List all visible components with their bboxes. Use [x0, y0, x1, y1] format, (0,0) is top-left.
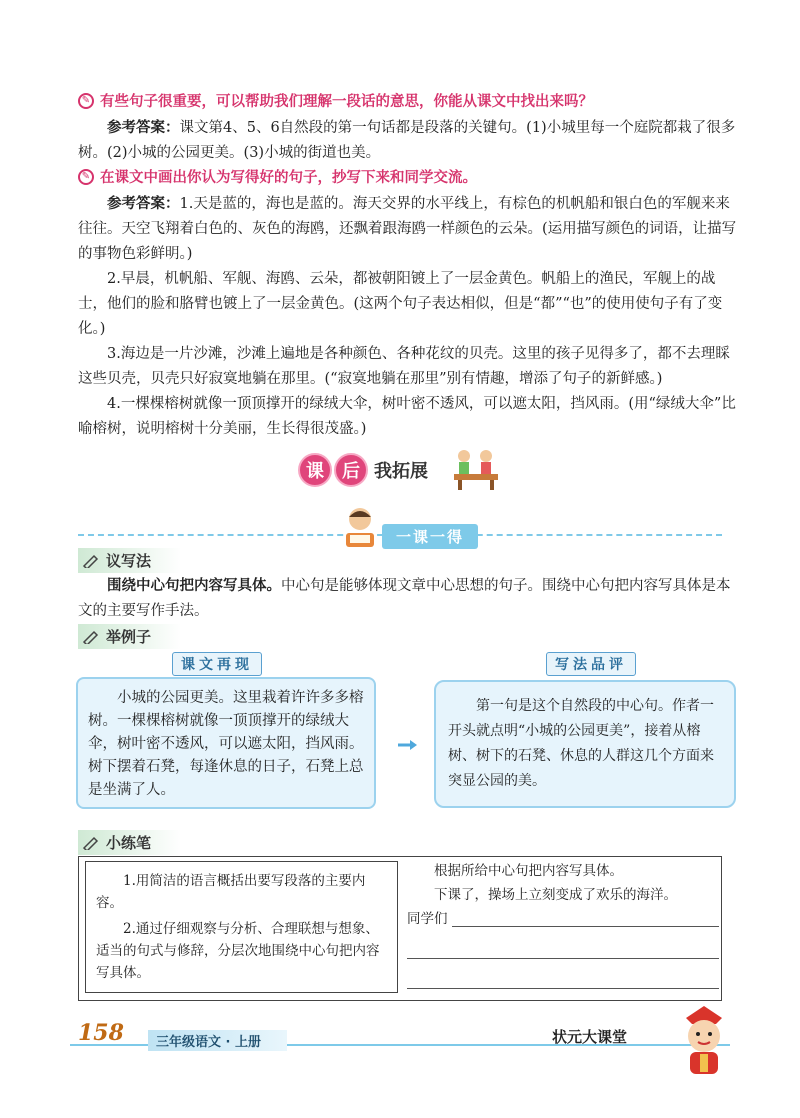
- section-julizi-title: 举例子: [106, 628, 152, 646]
- example-text: 小城的公园更美。这里栽着许许多多榕树。一棵棵榕树就像一顶顶撑开的绿绒大伞，树叶密不透风，可以遮太阳，挡风雨。树下摆着石凳，每逢休息的日子，石凳上总是坐满了人。: [88, 690, 364, 798]
- exercise-box: [78, 856, 722, 1001]
- question-1: [78, 90, 593, 111]
- banner-char-ke: 课: [298, 453, 332, 487]
- question-2: [78, 166, 477, 187]
- answer-2-label: 参考答案：: [107, 196, 180, 212]
- students-illustration: [450, 446, 502, 492]
- tip-2: 2.通过仔细观察与分析、合理联想与想象、适当的句式与修辞，分层次地围绕中心句把内容写具体。: [96, 921, 380, 981]
- section-yixiefa: [78, 548, 181, 573]
- yixiefa-lead: 围绕中心句把内容写具体。: [107, 578, 281, 594]
- brand-name: 状元大课堂: [552, 1028, 628, 1046]
- answer-line[interactable]: [452, 925, 720, 927]
- arrow-right-icon: [397, 738, 419, 752]
- book-title: 三年级语文 · 上册: [148, 1030, 287, 1051]
- section-julizi: [78, 624, 181, 649]
- tips-box: [85, 861, 398, 993]
- answer-line[interactable]: [407, 987, 719, 989]
- section-yixiefa-title: 议写法: [106, 552, 152, 570]
- answer-2-item-2: 2.早晨，机帆船、军舰、海鸥、云朵，都被朝阳镀上了一层金黄色。帆船上的渔民，军舰上的战士，他们的脸和胳臂也镀上了一层金黄色。(这两个句子表达相似，但是“都”“也”的使用使句子有了变化。): [78, 271, 723, 337]
- answer-line[interactable]: [407, 957, 719, 959]
- tip-1: 1.用简洁的语言概括出要写段落的主要内容。: [96, 873, 366, 911]
- answer-1: [78, 116, 742, 166]
- tag-kewen-zaixian: 课文再现: [172, 652, 262, 676]
- answer-1-text: 课文第4、5、6自然段的第一句话都是段落的关键句。(1)小城里每一个庭院都栽了很多树。(2)小城的公园更美。(3)小城的街道也美。: [78, 120, 736, 161]
- prompt-2: 下课了，操场上立刻变成了欢乐的海洋。: [434, 887, 677, 903]
- analysis-card: [434, 680, 736, 808]
- pencil-icon: [82, 836, 100, 850]
- prompt-3: 同学们: [407, 911, 448, 927]
- section-xiaolianbi: [78, 830, 181, 855]
- banner-char-hou: 后: [334, 453, 368, 487]
- answer-2-item-1-text: 1.天是蓝的，海也是蓝的。海天交界的水平线上，有棕色的机帆船和银白色的军舰来来往往。天空飞翔着白色的、灰色的海鸥，还飘着跟海鸥一样颜色的云朵。(运用描写颜色的词语，让描写的事物色彩鲜明。): [78, 196, 737, 262]
- answer-2-item-1: [78, 192, 742, 267]
- answer-1-label: 参考答案：: [107, 120, 180, 136]
- reading-boy-icon: [340, 505, 380, 549]
- banner-text: 我拓展: [374, 461, 428, 482]
- answer-2-item-4: 4.一棵棵榕树就像一顶顶撑开的绿绒大伞，树叶密不透风，可以遮太阳，挡风雨。(用“绿绒大伞”比喻榕树，说明榕树十分美丽，生长得很茂盛。): [78, 396, 736, 437]
- yixiefa-body: 中心句是能够体现文章中心思想的句子。围绕中心句把内容写具体是本文的主要写作手法。: [78, 578, 731, 619]
- pencil-circle-icon: ✎: [78, 93, 94, 109]
- ribbon-label: 一课一得: [382, 524, 478, 549]
- yixiefa-text: [78, 574, 742, 624]
- question-2-text: 在课文中画出你认为写得好的句子，抄写下来和同学交流。: [100, 170, 477, 186]
- pencil-circle-icon: ✎: [78, 169, 94, 185]
- pencil-icon: [82, 630, 100, 644]
- analysis-text: 第一句是这个自然段的中心句。作者一开头就点明“小城的公园更美”，接着从榕树、树下的石凳、休息的人群这几个方面来突显公园的美。: [448, 698, 714, 789]
- writing-line-1[interactable]: [407, 907, 719, 931]
- pencil-icon: [82, 554, 100, 568]
- writing-area: [407, 859, 719, 989]
- section-xiaolianbi-title: 小练笔: [106, 834, 152, 852]
- section-banner: [298, 452, 428, 488]
- prompt-1: 根据所给中心句把内容写具体。: [434, 863, 623, 879]
- question-1-text: 有些句子很重要，可以帮助我们理解一段话的意思，你能从课文中找出来吗？: [100, 94, 593, 110]
- tag-xiefa-pinping: 写法品评: [546, 652, 636, 676]
- page-number: 158: [78, 1020, 124, 1046]
- mascot-illustration: [676, 1004, 732, 1084]
- answer-2-item-3: 3.海边是一片沙滩，沙滩上遍地是各种颜色、各种花纹的贝壳。这里的孩子见得多了，都不去理睬这些贝壳，贝壳只好寂寞地躺在那里。(“寂寞地躺在那里”别有情趣，增添了句子的新鲜感。): [78, 346, 730, 387]
- example-card: [76, 677, 376, 809]
